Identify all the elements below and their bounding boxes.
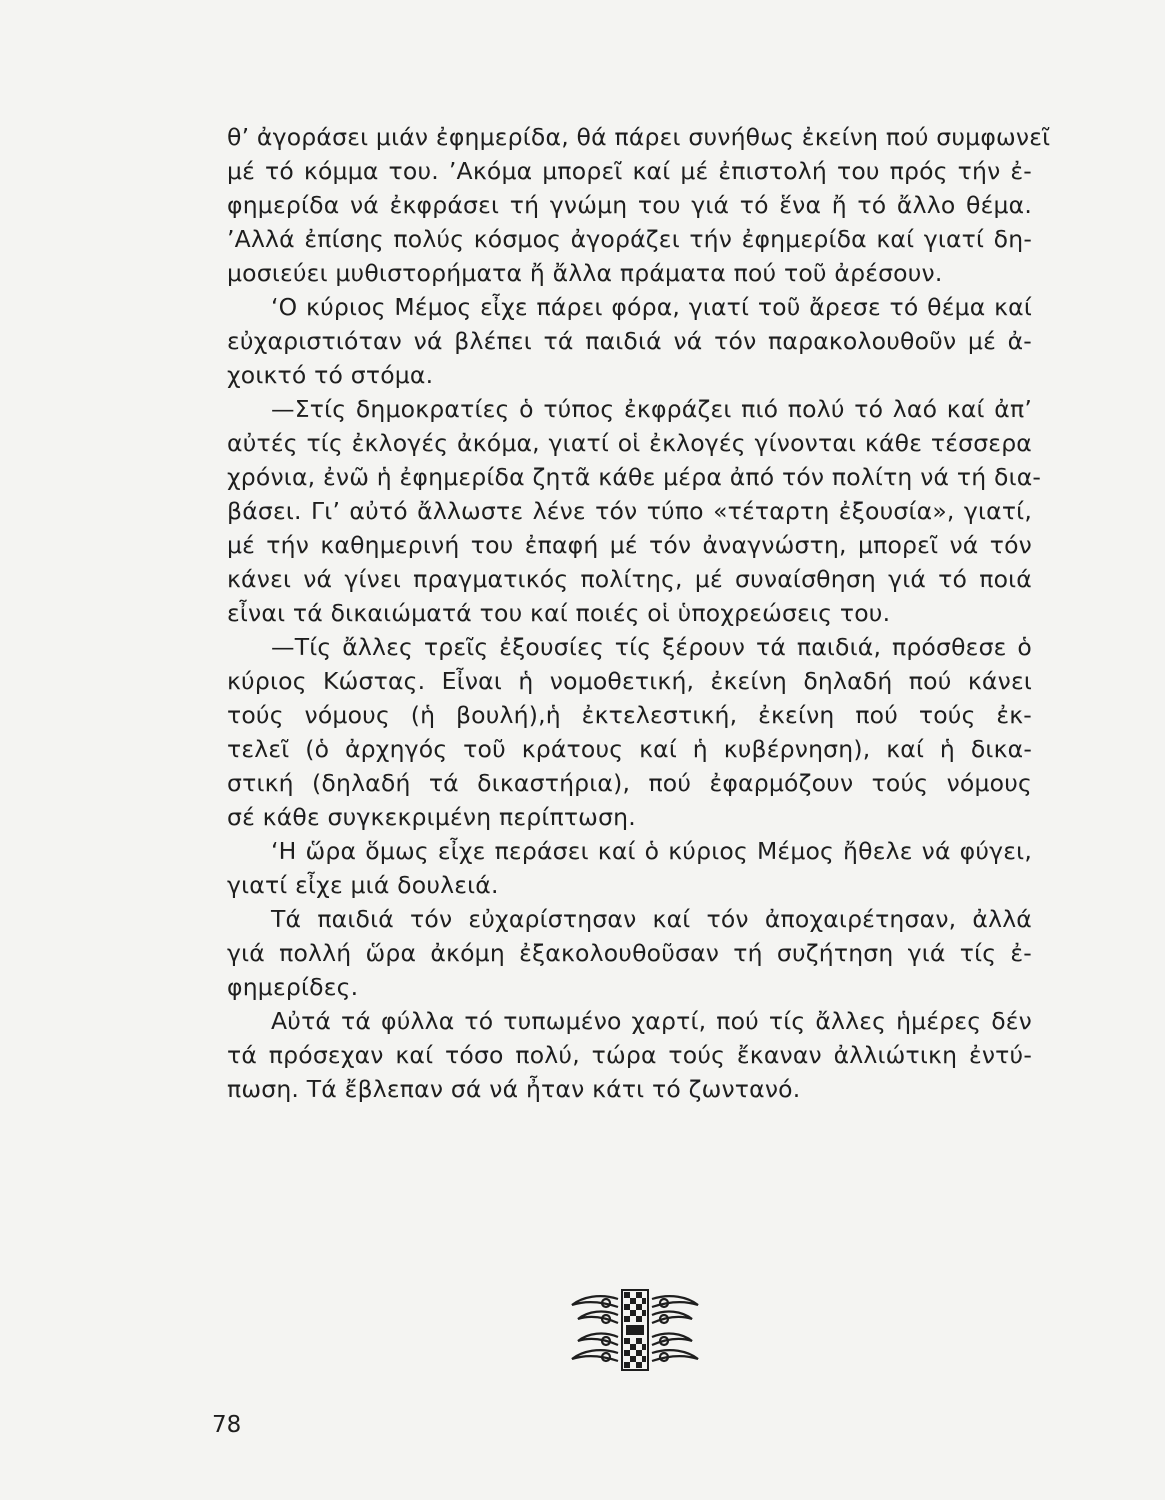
text-line: στική (δηλαδή τά δικαστήρια), πού ἐφαρμόζουν τούς νόμους xyxy=(227,769,1032,797)
text-line: χρόνια, ἐνῶ ἡ ἐφημερίδα ζητᾶ κάθε μέρα ἀπό τόν πολίτη νά τή δια- xyxy=(227,463,1042,491)
text-line: βάσει. Γι’ αὐτό ἄλλωστε λένε τόν τύπο «τέταρτη ἐξουσία», γιατί, xyxy=(227,497,1032,525)
text-line: τά πρόσεχαν καί τόσο πολύ, τώρα τούς ἔκαναν ἀλλιώτικη ἐντύ- xyxy=(227,1041,1032,1069)
text-line: χοικτό τό στόμα. xyxy=(227,361,434,389)
text-line: εἶναι τά δικαιώματά του καί ποιές οἱ ὑποχρεώσεις του. xyxy=(227,599,891,627)
text-line: ’Αλλά ἐπίσης πολύς κόσμος ἀγοράζει τήν ἐφημερίδα καί γιατί δη- xyxy=(227,225,1032,253)
text-line: ‘Η ὥρα ὅμως εἶχε περάσει καί ὁ κύριος Μέμος ἤθελε νά φύγει, xyxy=(271,837,1032,865)
page-number: 78 xyxy=(212,1412,242,1438)
text-line: εὐχαριστιόταν νά βλέπει τά παιδιά νά τόν παρακολουθοῦν μέ ἀ- xyxy=(227,327,1032,355)
text-line: —Τίς ἄλλες τρεῖς ἐξουσίες τίς ξέρουν τά παιδιά, πρόσθεσε ὁ xyxy=(271,633,1032,661)
text-line: γιά πολλή ὥρα ἀκόμη ἐξακολουθοῦσαν τή συζήτηση γιά τίς ἐ- xyxy=(227,939,1032,967)
text-line: πωση. Τά ἔβλεπαν σά νά ἦταν κάτι τό ζωντανό. xyxy=(227,1075,801,1103)
text-line: μοσιεύει μυθιστορήματα ἤ ἄλλα πράματα πού τοῦ ἀρέσουν. xyxy=(227,259,943,287)
text-line: μέ τήν καθημερινή του ἐπαφή μέ τόν ἀναγνώστη, μπορεῖ νά τόν xyxy=(227,531,1032,559)
text-line: γιατί εἶχε μιά δουλειά. xyxy=(227,871,499,899)
text-line: θ’ ἀγοράσει μιάν ἐφημερίδα, θά πάρει συνήθως ἐκείνη πού συμφωνεῖ xyxy=(227,123,1051,151)
body-text xyxy=(227,120,1051,1106)
decorative-ornament-icon xyxy=(560,1285,710,1375)
text-line: τελεῖ (ὁ ἀρχηγός τοῦ κράτους καί ἡ κυβέρνηση), καί ἡ δικα- xyxy=(227,735,1032,763)
text-line: κύριος Κώστας. Εἶναι ἡ νομοθετική, ἐκείνη δηλαδή πού κάνει xyxy=(227,667,1032,695)
text-line: τούς νόμους (ἡ βουλή),ἡ ἐκτελεστική, ἐκείνη πού τούς ἐκ- xyxy=(227,701,1032,729)
text-line: ‘Ο κύριος Μέμος εἶχε πάρει φόρα, γιατί τοῦ ἄρεσε τό θέμα καί xyxy=(271,293,1032,321)
text-line: —Στίς δημοκρατίες ὁ τύπος ἐκφράζει πιό πολύ τό λαό καί ἀπ’ xyxy=(271,395,1032,423)
text-line: Αὐτά τά φύλλα τό τυπωμένο χαρτί, πού τίς ἄλλες ἡμέρες δέν xyxy=(271,1007,1032,1035)
text-line: αὐτές τίς ἐκλογές ἀκόμα, γιατί οἱ ἐκλογές γίνονται κάθε τέσσερα xyxy=(227,429,1032,457)
text-line: φημερίδες. xyxy=(227,973,359,1001)
text-line: Τά παιδιά τόν εὐχαρίστησαν καί τόν ἀποχαιρέτησαν, ἀλλά xyxy=(271,905,1032,933)
text-line: φημερίδα νά ἐκφράσει τή γνώμη του γιά τό ἕνα ἤ τό ἄλλο θέμα. xyxy=(227,191,1032,219)
text-line: κάνει νά γίνει πραγματικός πολίτης, μέ συναίσθηση γιά τό ποιά xyxy=(227,565,1032,593)
text-line: μέ τό κόμμα του. ’Ακόμα μπορεῖ καί μέ ἐπιστολή του πρός τήν ἐ- xyxy=(227,157,1032,185)
text-line: σέ κάθε συγκεκριμένη περίπτωση. xyxy=(227,803,636,831)
